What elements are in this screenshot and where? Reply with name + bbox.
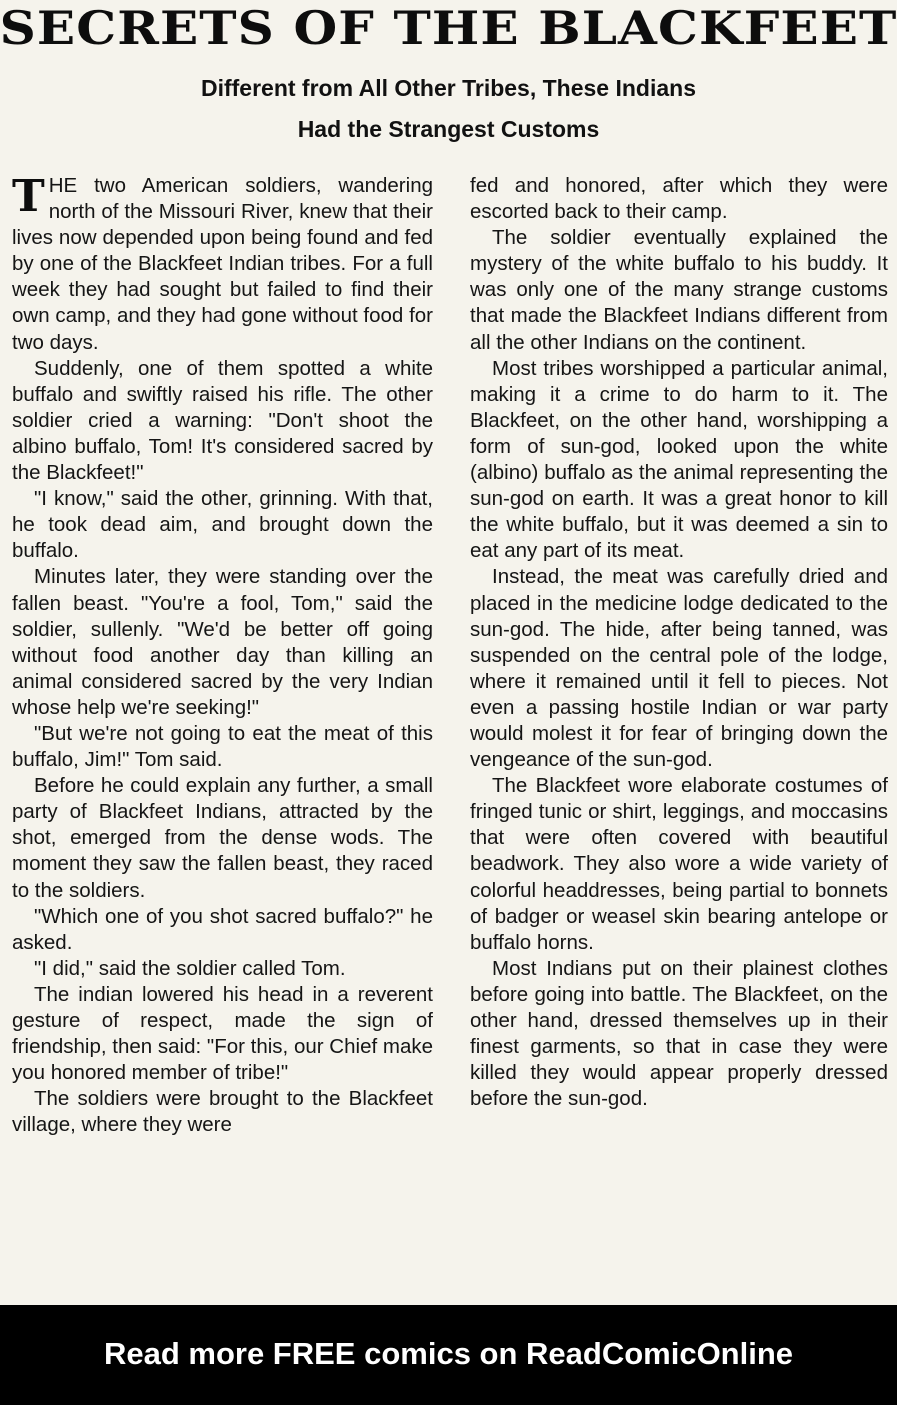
paragraph: Suddenly, one of them spotted a white buffalo and swiftly raised his rifle. The other soldier cried a warning: "Don't shoot the albino buffalo, Tom! It's considered sacred by the Blackfeet!" bbox=[12, 356, 433, 485]
paragraph: Most tribes worshipped a particular animal, making it a crime to do harm to it. The Blackfeet, on the other hand, worshipping a form of sun-god, looked upon the white (albino) buffalo as the animal representing the sun-god on earth. It was a great honor to kill the white buffalo, but it was deemed a sin to eat any part of its meat. bbox=[470, 356, 888, 563]
paragraph: "But we're not going to eat the meat of this buffalo, Jim!" Tom said. bbox=[12, 721, 433, 772]
paragraph-text: HE two American soldiers, wandering north of the Missouri River, knew that their lives now depended upon being found and fed by one of the Blackfeet Indian tribes. For a full week they had sought but failed to find their own camp, and they had gone without food for two days. bbox=[12, 174, 433, 354]
subtitle-line-2: Had the Strangest Customs bbox=[297, 116, 600, 142]
paragraph: The soldier eventually explained the mystery of the white buffalo to his buddy. It was only one of the many strange customs that made the Blackfeet Indians different from all the other Indians on the continent. bbox=[470, 226, 888, 354]
left-column bbox=[12, 173, 433, 1138]
paragraph: "I did," said the soldier called Tom. bbox=[34, 956, 346, 980]
paragraph: "I know," said the other, grinning. With that, he took dead aim, and brought down the buffalo. bbox=[12, 487, 433, 563]
paragraph: Instead, the meat was carefully dried and placed in the medicine lodge dedicated to the sun-god. The hide, after being tanned, was suspended on the central pole of the lodge, where it remained until it fell to pieces. Not even a passing hostile Indian or war party would molest it for fear of bringing down the vengeance of the sun-god. bbox=[470, 565, 888, 772]
paragraph: Before he could explain any further, a small party of Blackfeet Indians, attracted by the shot, emerged from the dense wods. The moment they saw the fallen beast, they raced to the soldiers. bbox=[12, 774, 433, 902]
drop-cap: T bbox=[12, 171, 45, 222]
subtitle-line-1: Different from All Other Tribes, These Indians bbox=[200, 75, 697, 101]
paragraph bbox=[12, 173, 433, 356]
paragraph: The indian lowered his head in a reverent gesture of respect, made the sign of friendship, then said: "For this, our Chief make you honored member of tribe!" bbox=[12, 982, 433, 1085]
paragraph: The soldiers were brought to the Blackfeet village, where they were bbox=[12, 1087, 433, 1137]
right-column bbox=[470, 173, 888, 1112]
paragraph: "Which one of you shot sacred buffalo?" he asked. bbox=[12, 904, 433, 954]
paragraph: The Blackfeet wore elaborate costumes of fringed tunic or shirt, leggings, and moccasins that were often covered with beautiful beadwork. They also wore a wide variety of colorful headdresses, being partial to bonnets of badger or weasel skin bearing antelope or buffalo horns. bbox=[470, 774, 888, 954]
paragraph: fed and honored, after which they were escorted back to their camp. bbox=[470, 174, 888, 224]
promo-banner-text[interactable]: Read more FREE comics on ReadComicOnline bbox=[103, 1336, 794, 1371]
article-title: SECRETS OF THE BLACKFEET bbox=[0, 1, 897, 55]
paragraph: Minutes later, they were standing over the fallen beast. "You're a fool, Tom," said the soldier, sullenly. "We'd be better off going without food another day than killing an animal considered sacred by the very Indian whose help we're seeking!" bbox=[12, 565, 433, 719]
paragraph: Most Indians put on their plainest clothes before going into battle. The Blackfeet, on the other hand, dressed themselves up in their finest garments, so that in case they were killed they would appear properly dressed before the sun-god. bbox=[470, 956, 888, 1111]
article-subtitle bbox=[0, 68, 897, 150]
